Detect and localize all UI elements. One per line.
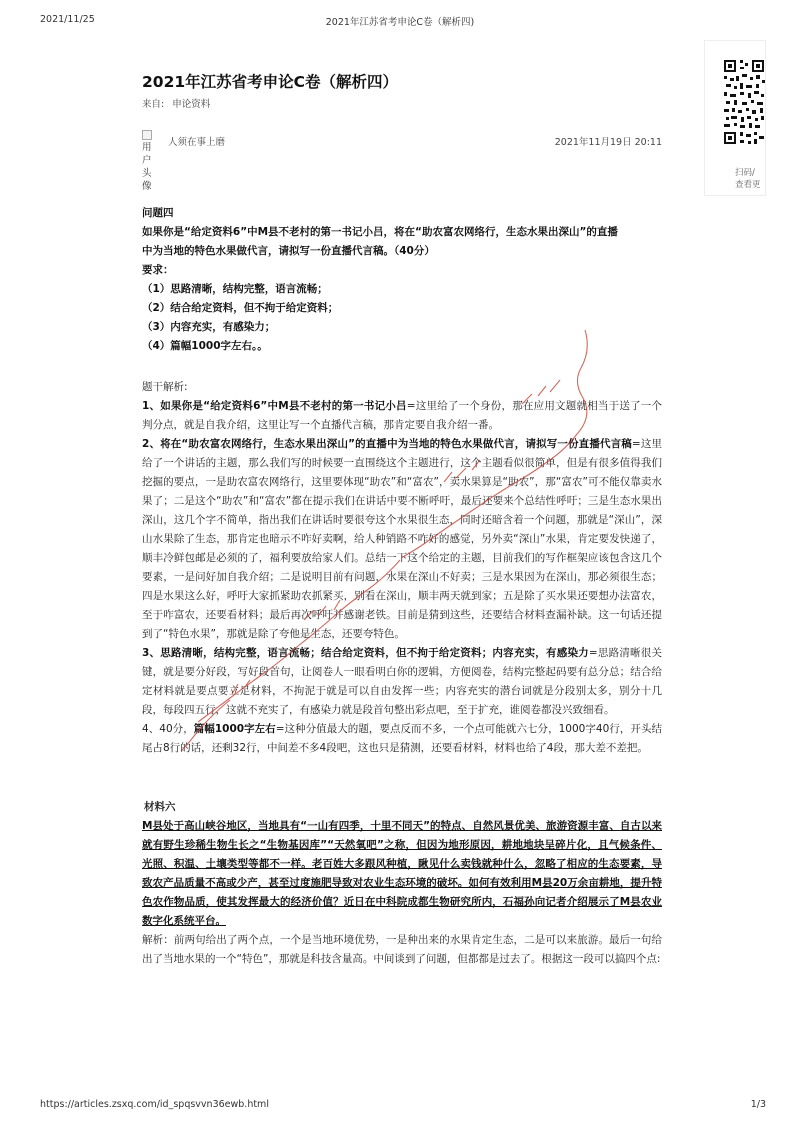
requirements-heading: 要求： <box>142 264 174 276</box>
analysis-point-4: 4、40分，篇幅1000字左右=这种分值最大的题，要点反而不多，一个点可能就六七分，1000字40行，开头结尾占8行的话，还剩32行，中间差不多4段吧，这也只是猜测，还要看材料，材料也给了4段，那大差不差把。 <box>142 723 662 754</box>
print-title: 2021年江苏省考申论C卷（解析四) <box>325 17 475 28</box>
broken-image-icon <box>142 130 152 140</box>
article-body <box>142 204 662 969</box>
analysis-point-2: 2、将在“助农富农网络行，生态水果出深山”的直播中为当地的特色水果做代言，请拟写一份直播代言稿=这里给了一个讲话的主题，那么我们写的时候要一直围绕这个主题进行，这个主题看似很简单，但是有很多值得我们挖掘的要点，一是助农富农网络行，这里要体现“助农”和“富农”，卖水果算是“助农”，那“富农”可不能仅靠卖水果了；二是这个“助农”和“富农”都在提示我们在讲话中要不断呼吁，最后还要来个总结性呼吁；三是生态水果出深山，这几个字不简单，指出我们在讲话时要很夸这个水果很生态，同时还暗含着一个问题，那就是“深山”，深山水果除了生态，那肯定也暗示不咋好卖啊，给人种销路不咋好的感觉，另外卖“深山”水果，肯定要发快递了，顺丰冷鲜包邮是必须的了，福利要放给家人们。总结一下这个给定的主题，目前我们的写作框架应该包含这几个要素，一是问好加自我介绍；二是说明目前有问题，水果在深山不好卖；三是水果因为在深山，那必须很生态；四是水果这么好，呼吁大家抓紧助农抓紧买，别看在深山，顺丰两天就到家；五是除了买水果还要想办法富农，至于咋富农，还要看材料；最后再次呼吁并感谢老铁。目前是猜到这些，还要结合材料查漏补缺。这一句话还提到了“特色水果”，那就是除了夸他是生态，还要夸特色。 <box>142 438 662 640</box>
analysis-point-1: 1、如果你是“给定资料6”中M县不老村的第一书记小吕=这里给了一个身份，那在应用文题就相当于送了一个判分点，就是自我介绍，这里让写一个直播代言稿，那肯定要自我介绍一番。 <box>142 400 662 431</box>
material-heading: 材料六 <box>144 801 176 813</box>
requirement-4: （4）篇幅1000字左右。。 <box>142 340 268 352</box>
question-prompt-line2: 中为当地的特色水果做代言，请拟写一份直播代言稿。（40分） <box>142 245 435 257</box>
article-source <box>142 96 218 110</box>
requirement-3: （3）内容充实，有感染力； <box>142 321 276 333</box>
question-prompt-line1: 如果你是“给定资料6”中M县不老村的第一书记小吕，将在“助农富农网络行，生态水果出深山”的直播 <box>142 226 618 238</box>
requirement-1: （1）思路清晰，结构完整，语言流畅； <box>142 283 328 295</box>
material-analysis: 解析：前两句给出了两个点，一个是当地环境优势，一是种出来的水果肯定生态，二是可以来旅游。最后一句给出了当地水果的一个“特色”，那就是科技含量高。中间谈到了问题，但都都是过去了。根据这一段可以搞四个点: <box>142 934 662 965</box>
analysis-heading: 题干解析: <box>142 381 188 393</box>
print-date: 2021/11/25 <box>40 14 95 25</box>
analysis-point-3: 3、思路清晰，结构完整，语言流畅；结合给定资料，但不拘于给定资料；内容充实，有感染力=思路清晰很关键，就是要分好段，写好段首句，让阅卷人一眼看明白你的逻辑，方便阅卷，结构完整起码要有总分总；结合给定材料就是要点要立足材料，不拘泥于就是可以自由发挥一些；内容充实的潜台词就是分段别太多，别分十几段，每段四五行，这就不充实了，有感染力就是段首句整出彩点吧，至于扩充，谁阅卷都没兴致细看。 <box>142 647 662 716</box>
print-footer <box>0 1099 800 1113</box>
question-heading: 问题四 <box>142 207 174 219</box>
qr-side-panel[interactable] <box>704 40 766 196</box>
page-number: 1/3 <box>750 1099 766 1110</box>
page-url[interactable]: https://articles.zsxq.com/id_spqsvvn36ewb.html <box>40 1099 269 1110</box>
publish-date: 2021年11月19日 20:11 <box>554 137 662 148</box>
qr-caption: 扫码/ 查看更 <box>735 168 761 190</box>
material-body: M县处于高山峡谷地区，当地具有“一山有四季，十里不同天”的特点、自然风景优美、旅游资源丰富、自古以来就有野生珍稀生物生长之“生物基因库”“天然氧吧”之称，但因为地形原因，耕地地块呈碎片化，且气候条件、光照、积温、土壤类型等都不一样。老百姓大多跟风种植，瞅见什么卖钱就种什么，忽略了相应的生态要素，导致农产品质量不高或少产，甚至过度施肥导致对农业生态环境的破坏。如何有效利用M县20万余亩耕地，提升特色农作物品质，使其发挥最大的经济价值？近日在中科院成都生物研究所内，石福孙向记者介绍展示了M县农业数字化系统平台。 <box>142 820 662 927</box>
source-link[interactable]: 申论资料 <box>172 99 211 110</box>
qr-code-icon <box>722 58 766 146</box>
author-name[interactable]: 人须在事上磨 <box>168 137 226 148</box>
source-label: 来自: <box>142 99 165 110</box>
print-header <box>0 14 800 28</box>
requirement-2: （2）结合给定资料，但不拘于给定资料； <box>142 302 339 314</box>
article-title: 2021年江苏省考申论C卷（解析四） <box>142 73 399 91</box>
user-avatar[interactable]: 用 户 头 像 <box>142 130 158 193</box>
